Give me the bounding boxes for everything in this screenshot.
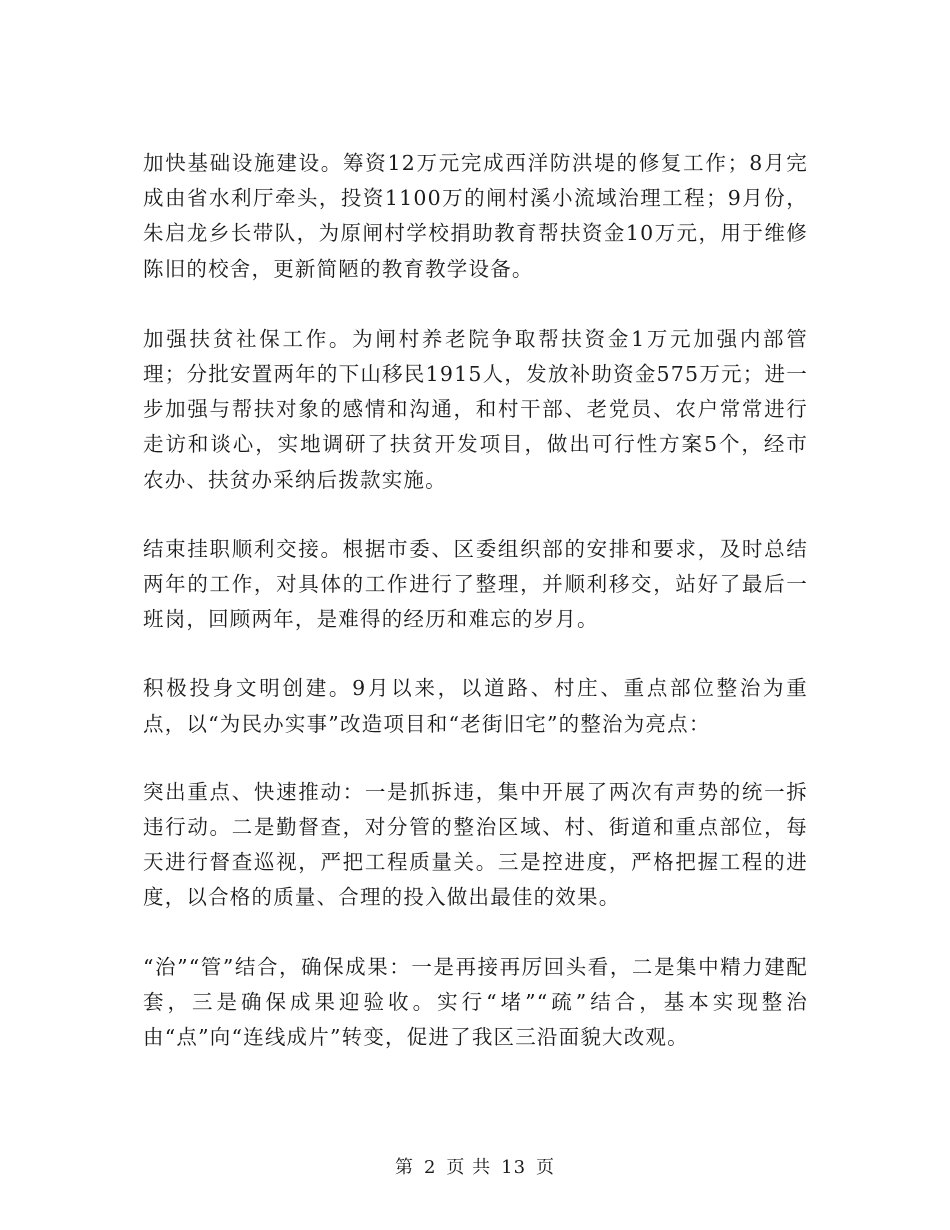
page-label-mid: 页 共: [446, 1157, 492, 1178]
page-label-suffix: 页: [536, 1157, 556, 1178]
document-body: [143, 146, 808, 1055]
paragraph-governance: “治”“管”结合，确保成果：一是再接再厉回头看，二是集中精力建配套，三是确保成果迎验收。实行“堵”“疏”结合，基本实现整治由“点”向“连线成片”转变，促进了我区三沿面貌大改观。: [143, 954, 808, 1050]
paragraph-infrastructure: 加快基础设施建设。筹资12万元完成西洋防洪堤的修复工作；8月完成由省水利厅牵头，投资1100万的闸村溪小流域治理工程；9月份，朱启龙乡长带队，为原闸村学校捐助教育帮扶资金10万元，用于维修陈旧的校舍，更新简陋的教育教学设备。: [143, 151, 808, 281]
current-page-number: 2: [423, 1157, 437, 1178]
paragraph-poverty-relief: 加强扶贫社保工作。为闸村养老院争取帮扶资金1万元加强内部管理；分批安置两年的下山移民1915人，发放补助资金575万元；进一步加强与帮扶对象的感情和沟通，和村干部、老党员、农户常常进行走访和谈心，实地调研了扶贫开发项目，做出可行性方案5个，经市农办、扶贫办采纳后拨款实施。: [143, 326, 808, 492]
page-footer: [0, 1153, 950, 1179]
page-label-prefix: 第: [394, 1157, 414, 1178]
paragraph-civilization: 积极投身文明创建。9月以来，以道路、村庄、重点部位整治为重点，以“为民办实事”改造项目和“老街旧宅”的整治为亮点：: [143, 676, 808, 736]
paragraph-key-points: 突出重点、快速推动：一是抓拆违，集中开展了两次有声势的统一拆违行动。二是勤督查，对分管的整治区域、村、街道和重点部位，每天进行督查巡视，严把工程质量关。三是控进度，严格把握工程的进度，以合格的质量、合理的投入做出最佳的效果。: [143, 779, 808, 910]
paragraph-handover: 结束挂职顺利交接。根据市委、区委组织部的安排和要求，及时总结两年的工作，对具体的工作进行了整理，并顺利移交，站好了最后一班岗，回顾两年，是难得的经历和难忘的岁月。: [143, 536, 808, 632]
total-pages-number: 13: [501, 1157, 527, 1178]
